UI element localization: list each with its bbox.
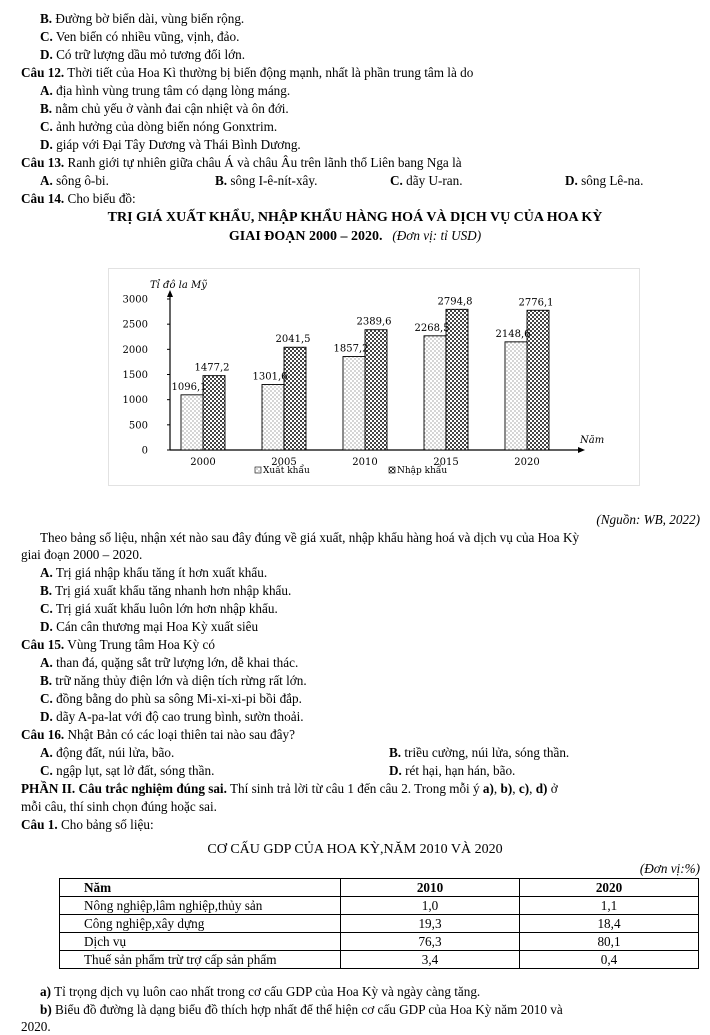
q16-option-c: C. ngập lụt, sạt lở đất, sóng thần. [40,763,215,778]
trade-bar-chart [108,268,640,486]
x-axis-arrow [578,447,585,453]
table-row [60,915,699,933]
export-bar [505,342,527,450]
legend-swatch-export [255,467,261,473]
q12-option-b: B. nằm chủ yếu ở vành đai cận nhiệt và ôn đới. [40,101,289,116]
legend-label-import: Nhập khẩu [397,466,448,476]
q12-stem: Câu 12. Thời tiết của Hoa Kì thường bị biến động mạnh, nhất là phần trung tâm là do [21,65,474,80]
table-row [60,933,699,951]
part2-instruction-line2: mỗi câu, thí sinh chọn đúng hoặc sai. [21,799,217,814]
y-axis-arrow [167,290,173,297]
x-axis-title: Năm [580,435,605,446]
q14-stem: Câu 14. Cho biểu đồ: [21,191,136,206]
legend-label-export: Xuất khẩu [263,466,310,476]
y-tick-label: 2000 [122,344,148,356]
q12-option-d: D. giáp với Đại Tây Dương và Thái Bình Dương. [40,137,301,152]
export-value-label: 1096,1 [171,381,207,393]
q16-option-d: D. rét hại, hạn hán, bão. [389,763,516,778]
y-tick-label: 3000 [122,294,148,306]
table-cell: Thuế sản phẩm trừ trợ cấp sản phẩm [60,951,341,969]
part2-heading: PHẦN II. Câu trắc nghiệm đúng sai. Thí sinh trả lời từ câu 1 đến câu 2. Trong mỗi ý a), b), c), d) ở [21,781,558,796]
export-bar [424,336,446,450]
y-tick-label: 1500 [122,370,148,381]
import-value-label: 2041,5 [275,334,311,346]
table-header-row [60,879,699,897]
x-tick-label: 2010 [352,457,378,468]
table-cell: 76,3 [341,933,520,951]
table-cell: 80,1 [520,933,699,951]
y-tick-label: 1000 [122,395,148,407]
import-value-label: 2794,8 [437,296,473,308]
table-row [60,897,699,915]
table-row [60,951,699,969]
y-tick-label: 0 [141,445,148,457]
q13-option-b: B. sông I-ê-nít-xây. [215,173,318,188]
table-header-cell: 2010 [341,879,520,897]
q16-stem: Câu 16. Nhật Bản có các loại thiên tai nào sau đây? [21,727,295,742]
p2q1-statement-b-line2: 2020. [21,1019,51,1034]
gdp-table-unit: (Đơn vị:%) [639,861,700,876]
import-value-label: 2389,6 [356,316,392,328]
table-header-cell: 2020 [520,879,699,897]
legend-swatch-import [389,467,395,473]
q13-option-c: C. dãy U-ran. [390,173,463,188]
q16-option-b: B. triều cường, núi lửa, sóng thần. [389,745,570,760]
q11-option-d: D. Có trữ lượng dầu mỏ tương đối lớn. [40,47,246,62]
export-value-label: 2268,5 [414,322,450,334]
p2q1-statement-a: a) Tỉ trọng dịch vụ luôn cao nhất trong cơ cấu GDP của Hoa Kỳ và ngày càng tăng. [40,984,481,999]
chart-source: (Nguồn: WB, 2022) [596,512,700,527]
y-tick-label: 2500 [122,319,148,331]
x-tick-label: 2015 [433,457,459,468]
q14-question-line2: giai đoạn 2000 – 2020. [21,547,143,562]
export-value-label: 1301,6 [252,371,288,383]
table-cell: 19,3 [341,915,520,933]
q13-option-d: D. sông Lê-na. [565,173,644,188]
q11-option-c: C. Ven biển có nhiều vũng, vịnh, đảo. [40,29,240,44]
y-tick-label: 500 [128,420,148,432]
q14-option-b: B. Trị giá xuất khẩu tăng nhanh hơn nhập khẩu. [40,583,292,598]
table-cell: 18,4 [520,915,699,933]
q14-question-line1: Theo bảng số liệu, nhận xét nào sau đây đúng về giá xuất, nhập khẩu hàng hoá và dịch vụ của Hoa Kỳ [40,530,580,545]
p2q1-statement-b-line1: b) Biểu đồ đường là dạng biểu đồ thích hợp nhất để thể hiện cơ cấu GDP của Hoa Kỳ năm 2010 và [40,1002,563,1017]
q13-stem: Câu 13. Ranh giới tự nhiên giữa châu Á và châu Âu trên lãnh thổ Liên bang Nga là [21,155,462,170]
export-bar [343,357,365,450]
table-header-cell: Năm [60,879,341,897]
chart-title-line1: TRỊ GIÁ XUẤT KHẨU, NHẬP KHẨU HÀNG HOÁ VÀ DỊCH VỤ CỦA HOA KỲ [107,210,603,225]
chart-title-line2: GIAI ĐOẠN 2000 – 2020. (Đơn vị: tỉ USD) [228,228,482,244]
q15-option-c: C. đồng bằng do phù sa sông Mi-xi-xi-pi bồi đắp. [40,691,302,706]
table-cell: 0,4 [520,951,699,969]
x-tick-label: 2020 [514,457,540,468]
export-value-label: 2148,6 [495,328,531,340]
export-bar [262,384,284,450]
p2q1-stem: Câu 1. Cho bảng số liệu: [21,817,154,832]
q16-option-a: A. động đất, núi lửa, bão. [40,745,175,760]
gdp-structure-table [59,878,699,969]
table-cell: Công nghiệp,xây dựng [60,915,341,933]
q11-option-b: B. Đường bờ biển dài, vùng biển rộng. [40,11,245,26]
q15-option-a: A. than đá, quặng sắt trữ lượng lớn, dễ khai thác. [40,655,299,670]
table-cell: Dịch vụ [60,933,341,951]
q13-option-a: A. sông ô-bi. [40,173,109,188]
q15-option-b: B. trữ năng thủy điện lớn và diện tích rừng rất lớn. [40,673,307,688]
q12-option-c: C. ảnh hưởng của dòng biển nóng Gonxtrim. [40,119,278,134]
export-bar [181,395,203,450]
import-value-label: 2776,1 [518,297,554,309]
q15-stem: Câu 15. Vùng Trung tâm Hoa Kỳ có [21,637,215,652]
table-cell: 3,4 [341,951,520,969]
y-axis-title: Tỉ đô la Mỹ [150,280,207,291]
q14-option-a: A. Trị giá nhập khẩu tăng ít hơn xuất khẩu. [40,565,268,580]
table-cell: 1,1 [520,897,699,915]
table-cell: 1,0 [341,897,520,915]
import-bar [284,347,306,450]
gdp-table-title: CƠ CẤU GDP CỦA HOA KỲ,NĂM 2010 VÀ 2020 [207,842,503,857]
q14-option-d: D. Cán cân thương mại Hoa Kỳ xuất siêu [40,619,259,634]
q15-option-d: D. dãy A-pa-lat với độ cao trung bình, sườn thoải. [40,709,304,724]
q14-option-c: C. Trị giá xuất khẩu luôn lớn hơn nhập khẩu. [40,601,278,616]
import-value-label: 1477,2 [194,362,230,374]
x-tick-label: 2000 [190,457,216,468]
x-tick-label: 2005 [271,457,297,468]
q12-option-a: A. địa hình vùng trung tâm có dạng lòng máng. [40,83,291,98]
export-value-label: 1857,2 [333,343,369,355]
table-cell: Nông nghiệp,lâm nghiệp,thủy sản [60,897,341,915]
